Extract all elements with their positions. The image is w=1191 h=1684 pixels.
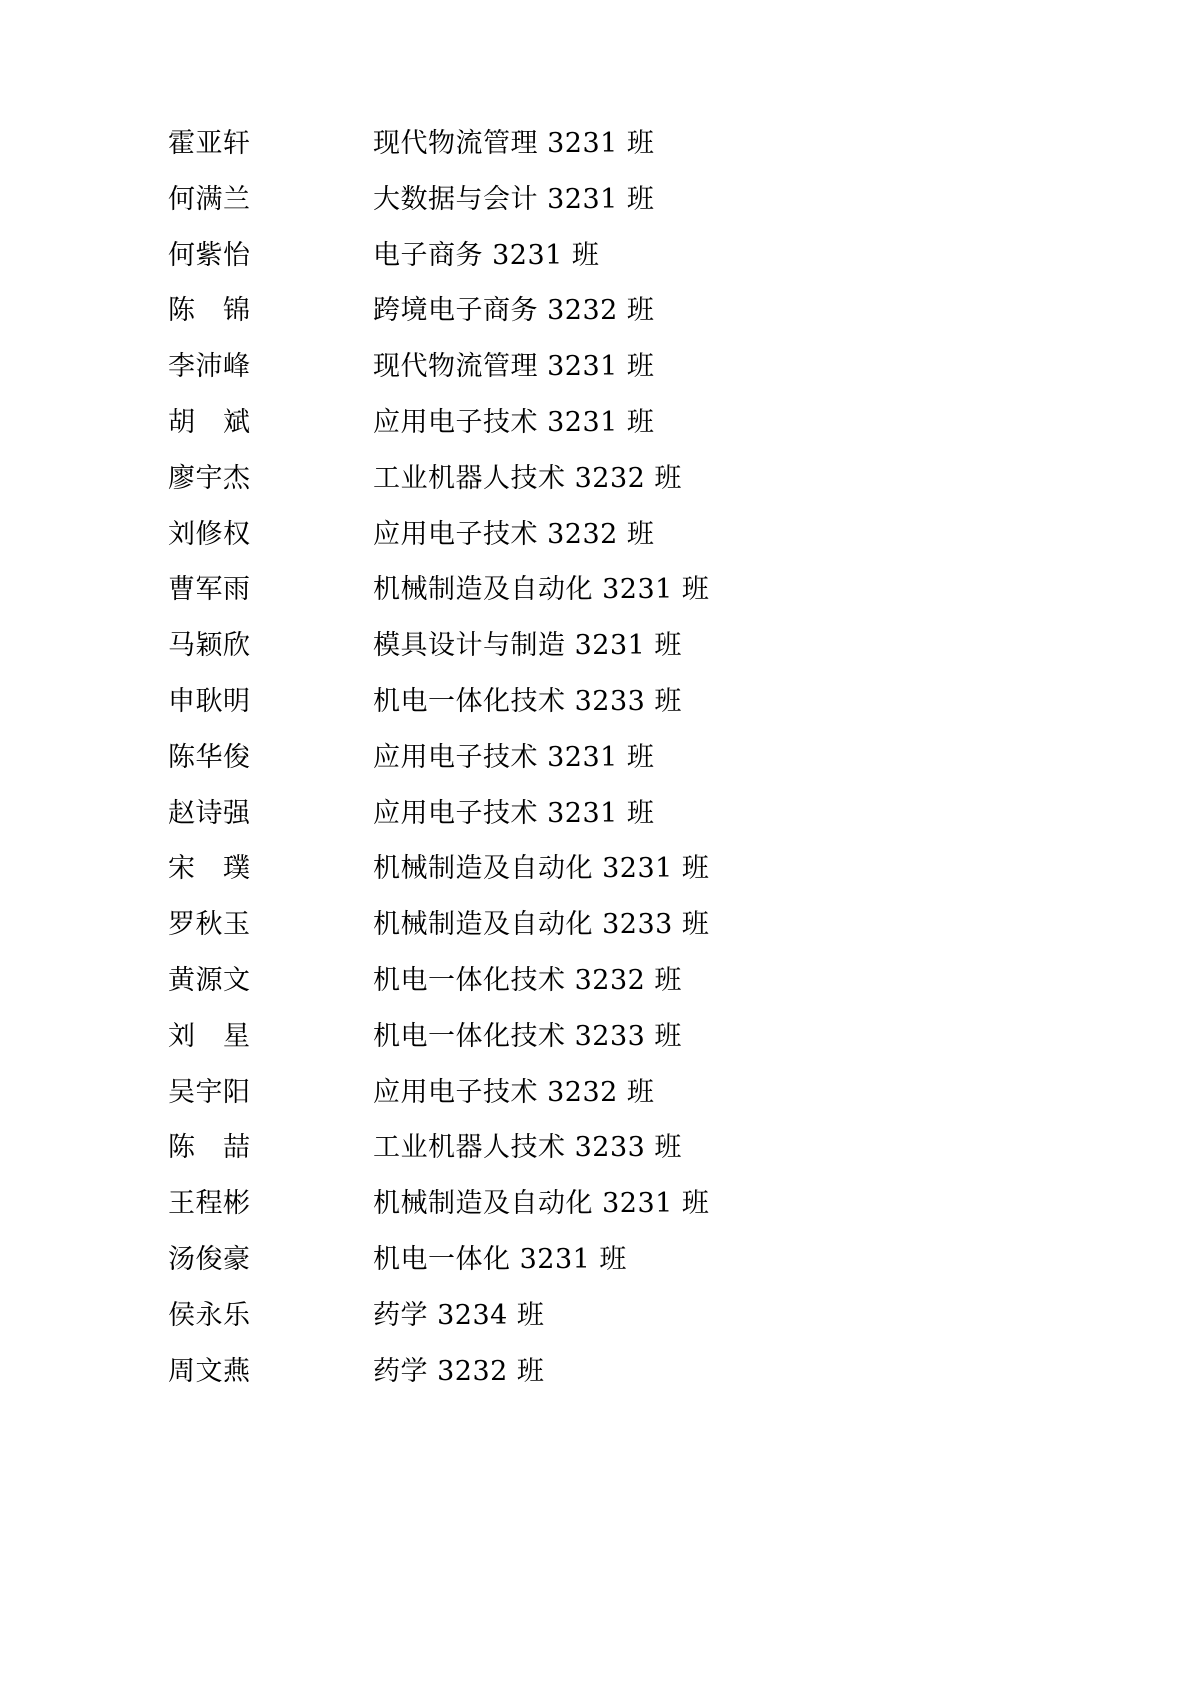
student-class: 机械制造及自动化 3233 班 — [373, 909, 710, 941]
list-item — [168, 741, 1041, 800]
student-class: 电子商务 3231 班 — [373, 239, 600, 271]
student-name: 廖宇杰 — [168, 462, 251, 494]
list-item — [168, 1299, 1041, 1358]
student-class: 应用电子技术 3231 班 — [373, 797, 655, 829]
student-class: 机电一体化技术 3233 班 — [373, 685, 682, 717]
student-name: 申耿明 — [168, 685, 251, 717]
student-name: 周文燕 — [168, 1355, 251, 1387]
roster-list — [168, 130, 1041, 1413]
student-class: 工业机器人技术 3232 班 — [373, 462, 682, 494]
list-item — [168, 1355, 1041, 1414]
student-class: 大数据与会计 3231 班 — [373, 183, 655, 215]
student-name: 何满兰 — [168, 183, 251, 215]
student-class: 应用电子技术 3232 班 — [373, 518, 655, 550]
student-name: 汤俊豪 — [168, 1243, 251, 1275]
list-item — [168, 130, 1041, 186]
student-name: 罗秋玉 — [168, 909, 251, 941]
student-class: 药学 3232 班 — [373, 1355, 545, 1387]
student-class: 机械制造及自动化 3231 班 — [373, 1188, 710, 1220]
list-item — [168, 576, 1041, 632]
student-name: 胡 斌 — [168, 406, 251, 438]
list-item — [168, 964, 1041, 1023]
student-name: 陈华俊 — [168, 741, 251, 773]
list-item — [168, 911, 1041, 967]
list-item — [168, 1190, 1041, 1246]
list-item — [168, 632, 1041, 688]
student-name: 宋 璞 — [168, 853, 251, 885]
student-class: 机电一体化技术 3232 班 — [373, 964, 682, 996]
student-class: 机电一体化 3231 班 — [373, 1243, 627, 1275]
list-item — [168, 239, 1041, 298]
student-name: 刘修权 — [168, 518, 251, 550]
student-name: 黄源文 — [168, 964, 251, 996]
student-name: 李沛峰 — [168, 351, 251, 383]
list-item — [168, 685, 1041, 744]
list-item — [168, 1076, 1041, 1135]
list-item — [168, 797, 1041, 856]
student-name: 侯永乐 — [168, 1299, 251, 1331]
student-name: 霍亚轩 — [168, 128, 251, 159]
list-item — [168, 1243, 1041, 1302]
student-class: 应用电子技术 3232 班 — [373, 1076, 655, 1108]
list-item — [168, 1134, 1041, 1190]
student-class: 机械制造及自动化 3231 班 — [373, 574, 710, 606]
student-class: 模具设计与制造 3231 班 — [373, 630, 682, 662]
student-name: 曹军雨 — [168, 574, 251, 606]
student-class: 现代物流管理 3231 班 — [373, 128, 655, 159]
student-class: 机电一体化技术 3233 班 — [373, 1020, 682, 1052]
student-class: 工业机器人技术 3233 班 — [373, 1132, 682, 1164]
student-class: 跨境电子商务 3232 班 — [373, 295, 655, 327]
student-class: 机械制造及自动化 3231 班 — [373, 853, 710, 885]
list-item — [168, 518, 1041, 577]
list-item — [168, 297, 1041, 353]
student-name: 马颖欣 — [168, 630, 251, 662]
list-item — [168, 183, 1041, 242]
list-item — [168, 855, 1041, 911]
student-name: 陈 锦 — [168, 295, 251, 327]
list-item — [168, 462, 1041, 521]
list-item — [168, 1020, 1041, 1079]
list-item — [168, 353, 1041, 409]
list-item — [168, 406, 1041, 465]
student-name: 何紫怡 — [168, 239, 251, 271]
student-name: 吴宇阳 — [168, 1076, 251, 1108]
student-class: 应用电子技术 3231 班 — [373, 741, 655, 773]
student-name: 赵诗强 — [168, 797, 251, 829]
student-name: 刘 星 — [168, 1020, 251, 1052]
student-class: 应用电子技术 3231 班 — [373, 406, 655, 438]
student-name: 王程彬 — [168, 1188, 251, 1220]
student-class: 药学 3234 班 — [373, 1299, 545, 1331]
student-name: 陈 喆 — [168, 1132, 251, 1164]
student-class: 现代物流管理 3231 班 — [373, 351, 655, 383]
